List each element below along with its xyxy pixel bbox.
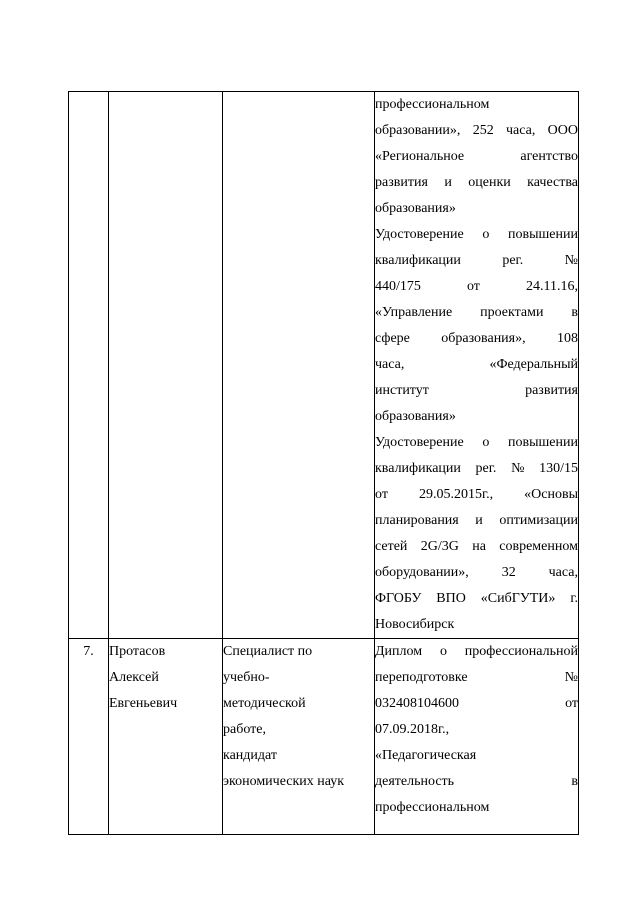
text-word: 130/15 [539,461,578,476]
text-word: профессиональной [464,644,578,659]
text-word: качества [527,175,578,190]
text-word: ВПО [436,591,466,606]
text-word: образования» [375,201,456,216]
name-cell [109,639,223,835]
education-cell [375,639,579,835]
text-word: квалификации [375,461,461,476]
text-word: развития [525,383,578,398]
text-word: 2G/3G [420,539,459,554]
text-line: Евгеньевич [109,696,178,711]
text-word: «Основы [524,487,578,502]
text-line [375,118,578,144]
text-word: рег. [502,253,524,268]
text-line [375,248,578,274]
text-line [375,274,578,300]
text-word: переподготовке [375,670,468,685]
text-line [375,352,578,378]
name-cell [109,92,223,639]
text-line: экономических наук [223,774,345,789]
text-line [375,482,578,508]
text-word: деятельность [375,774,455,789]
text-word: часа, [548,565,578,580]
text-line [375,586,578,612]
text-word: в [571,774,578,789]
text-word: 032408104600 [375,696,459,711]
education-text [375,92,578,638]
text-word: планирования [375,513,459,528]
employee-name [109,639,222,717]
text-word: «Управление [375,305,453,320]
text-word: повышении [508,227,578,242]
text-word: сфере [375,331,410,346]
text-word: Новосибирск [375,617,455,632]
text-word: квалификации [375,253,461,268]
text-word: от [565,696,578,711]
text-line [375,404,578,430]
staff-table [68,91,579,835]
text-word: агентство [520,149,578,164]
text-word: Удостоверение [375,227,464,242]
text-line [375,795,578,821]
text-word: Диплом [375,644,423,659]
text-word: проектами [480,305,544,320]
text-word: современном [499,539,578,554]
text-line [375,300,578,326]
text-line: учебно- [223,670,270,685]
text-line: Протасов [109,644,166,659]
text-line [375,378,578,404]
text-word: рег. [475,461,497,476]
education-cell [375,92,579,639]
text-word: 108 [557,331,578,346]
text-word: профессиональном [375,800,490,815]
text-word: развития [375,175,428,190]
position-cell [223,92,375,639]
text-line [375,508,578,534]
text-word: сетей [375,539,408,554]
text-line [375,534,578,560]
text-word: образовании», [375,123,461,138]
text-word: 252 [472,123,494,138]
text-word: оптимизации [499,513,578,528]
table-row [69,92,579,639]
text-line [375,196,578,222]
number-cell [69,92,109,639]
text-line [375,326,578,352]
text-line [375,430,578,456]
text-word: часа, [375,357,405,372]
text-word: образования», [441,331,526,346]
text-word: на [472,539,486,554]
text-line [375,560,578,586]
text-line [375,743,578,769]
text-word: от [375,487,388,502]
text-word: г. [570,591,578,606]
employee-position [223,639,374,795]
text-line [375,691,578,717]
text-word: о [482,227,490,242]
text-word: в [571,305,578,320]
text-word: и [444,175,452,190]
text-word: и [475,513,483,528]
text-word: «Федеральный [489,357,578,372]
text-word: образования» [375,409,456,424]
text-word: 32 [501,565,516,580]
text-line [375,144,578,170]
text-line: работе, [223,722,266,737]
text-word: ФГОБУ [375,591,422,606]
text-line [375,92,578,118]
text-line [375,456,578,482]
text-line: кандидат [223,748,278,763]
text-word: № [564,670,578,685]
text-line: Специалист по [223,644,313,659]
text-line [375,170,578,196]
text-word: институт [375,383,429,398]
text-word: 440/175 [375,279,421,294]
text-word: ООО [547,123,578,138]
education-text [375,639,578,821]
text-line [375,665,578,691]
text-word: № [564,253,578,268]
text-line [375,639,578,665]
text-word: о [482,435,490,450]
text-word: оценки [468,175,511,190]
text-word: 29.05.2015г., [418,487,494,502]
text-line: Алексей [109,670,159,685]
position-cell [223,639,375,835]
row-number: 7. [69,639,109,835]
text-word: повышении [508,435,578,450]
text-word: профессиональном [375,97,490,112]
text-word: № [511,461,525,476]
text-word: о [439,644,447,659]
text-word: 07.09.2018г., [375,722,450,737]
text-word: «СибГУТИ» [480,591,556,606]
text-line [375,717,578,743]
text-word: «Педагогическая [375,748,477,763]
text-line: методической [223,696,306,711]
text-word: часа, [506,123,536,138]
text-word: оборудовании», [375,565,469,580]
table-row [69,639,579,835]
text-word: «Региональное [375,149,465,164]
text-word: Удостоверение [375,435,464,450]
text-line [375,769,578,795]
text-word: от [466,279,480,294]
text-line [375,612,578,638]
text-word: 24.11.16, [526,279,578,294]
text-line [375,222,578,248]
